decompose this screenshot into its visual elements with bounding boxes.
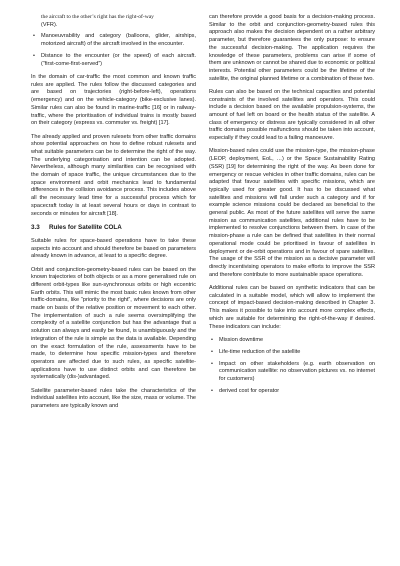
list-item: • Life-time reduction of the satellite (219, 349, 375, 357)
left-column (31, 14, 196, 416)
paragraph-technical-capacities: Rules can also be based on the technical capacities and potential constraints of the involved satellites and operators. This could include a decision based on the available propulsion-systems, the amount of fuel left on board or the health status of the satellite. A class of emergency or distress are typically considered in all other traffic domains possible malfunctions should be taken into account, especially if they could lead to a failing manoeuvre. (209, 88, 375, 142)
paragraph-rulesets: The already applied and proven rulesets from other traffic domains show potential approaches on how to define robust rulesets and what suitable parameters can be to determine the right of the way. The underlying categorisation and intention can be adopted. Nevertheless, although many similarities can be recognised with the domain of space traffic, the unique circumstances due to the space environment and orbit mechanics lead to fundamental differences in the collision avoidance process. This includes above all the necessary lead time for a successful process which for spacecraft today is at least several hours or days in contrast to seconds or minutes for aircraft [18]. (31, 133, 196, 217)
intro-tail-serif: the aircraft to the other’s right has the right-of-way (41, 14, 154, 20)
paragraph-space-operations: Suitable rules for space-based operations have to take these aspects into account and should therefore be based on parameters already known in advance, at least to a specific degree. (31, 237, 196, 260)
section-title: Rules for Satellite COLA (49, 223, 122, 231)
right-column (209, 14, 375, 401)
list-item: • Manoeuvrability and category (balloons, glider, airships, motorized aircraft) of the aircraft involved in the encounter. (41, 33, 196, 48)
section-heading (31, 224, 196, 232)
paragraph-decision-basis: can therefore provide a good basis for a decision-making process. Similar to the orbit and conjunction-geometry-based rules this approach also makes the decision dependent on a rather arbitrary parameter, but therefore guarantees the only purpose: to ensure the successful decision-making. The application requires the knowledge of these parameters, problems can arise if some of them are unknown or cannot be shared due to economic or political interests. Potential other parameters could be the lifetime of the satellite, the original planned lifetime or a combination of these two. (209, 14, 375, 82)
list-item: • Distance to the encounter (or the speed) of each aircraft. (“first-come-first-served”) (41, 53, 196, 68)
paragraph-satellite-parameters: Satellite parameter-based rules take the characteristics of the individual satellites into account, like the size, mass or volume. The parameters are typically known and (31, 387, 196, 410)
paragraph-synthetic-indicators: Additional rules can be based on synthetic indicators that can be calculated in a suitable model, which will allow to implement the concept of impact-based decision-making described in Chapter 3. This makes it possible to take into account more complex effects, which are suitable for determining the right-of-the-way if desired. These indicators can include: (209, 284, 375, 330)
paragraph-mission-rules: Mission-based rules could use the mission-type, the mission-phase (LEOP, deployment, EoL, …) or the Space Sustainability Rating (SSR) [19] for determining the right of the way. As been done for emergency or rescue vehicles in other traffic domains, rules can be adapted that favour satellites with specific missions, which are typically used for greater good. It has to be discussed what satellites and missions will fall under such a category and if for example science missions could be declared as beneficial to the general public. As most of the future satellites will serve the same mission as communication satellites, additional rules have to be implemented to resolve conjunctions between them. In case of the mission-phase a rule can be defined that satellites in their normal operational mode could be prioritised in favour of satellites in deployment or de-orbit operations and in favour of spare satellites. The usage of the SSR of the mission as a decisive parameter will directly incentivising operators to make efforts to improve the SSR and therefore contribute to more sustainable space operations. (209, 148, 375, 278)
paragraph-orbit-rules: Orbit and conjunction-geometry-based rules can be based on the known trajectories of both objects or as a more generalised rule on different orbit-types like sun-synchronous orbits or high eccentric Earth orbits. This will mimic the most basic rules known from other traffic-domains, like “priority to the right”, where decisions are only made on basis of the relative position or movement to each other. The implementation of such a rule seems oversimplifying the complexity of a satellite conjunction but has the advantage that a solution can always and easily be found, is unambiguously and the integration of the rule is simple as the data is available. Depending on the exact formulation of the rule, assessments have to be made, to determine how specific mission-types and therefore operators are affected due to such rules, as specific satellite-applications have to use distinct orbits and can therefore be systematically (dis-)advantaged. (31, 266, 196, 381)
bullet-list-rules (31, 33, 196, 68)
bullet-list-indicators (209, 337, 375, 396)
section-number: 3.3 (31, 223, 40, 231)
intro-tail (31, 14, 196, 29)
list-item: • derived cost for operator (219, 388, 375, 396)
paragraph-car-traffic: In the domain of car-traffic the most common and known traffic rules are applied. The rules follow the discussed categories and are based on trajectories (right-before-left), operations (emergency) and on the vehicle-category (bike-exclusive lanes). Similar rules can also be found in marine-traffic [16] or in railway-traffic, where the prioritisation of individual trains is mostly based on their category (express vs. commuter vs. freight) [17]. (31, 74, 196, 127)
list-item: • Impact on other stakeholders (e.g. earth observation on communication satellite: no observation pictures vs. no internet for customers) (219, 361, 375, 384)
list-item: • Mission downtime (219, 337, 375, 345)
intro-tail-end: (VFR). (41, 21, 58, 28)
